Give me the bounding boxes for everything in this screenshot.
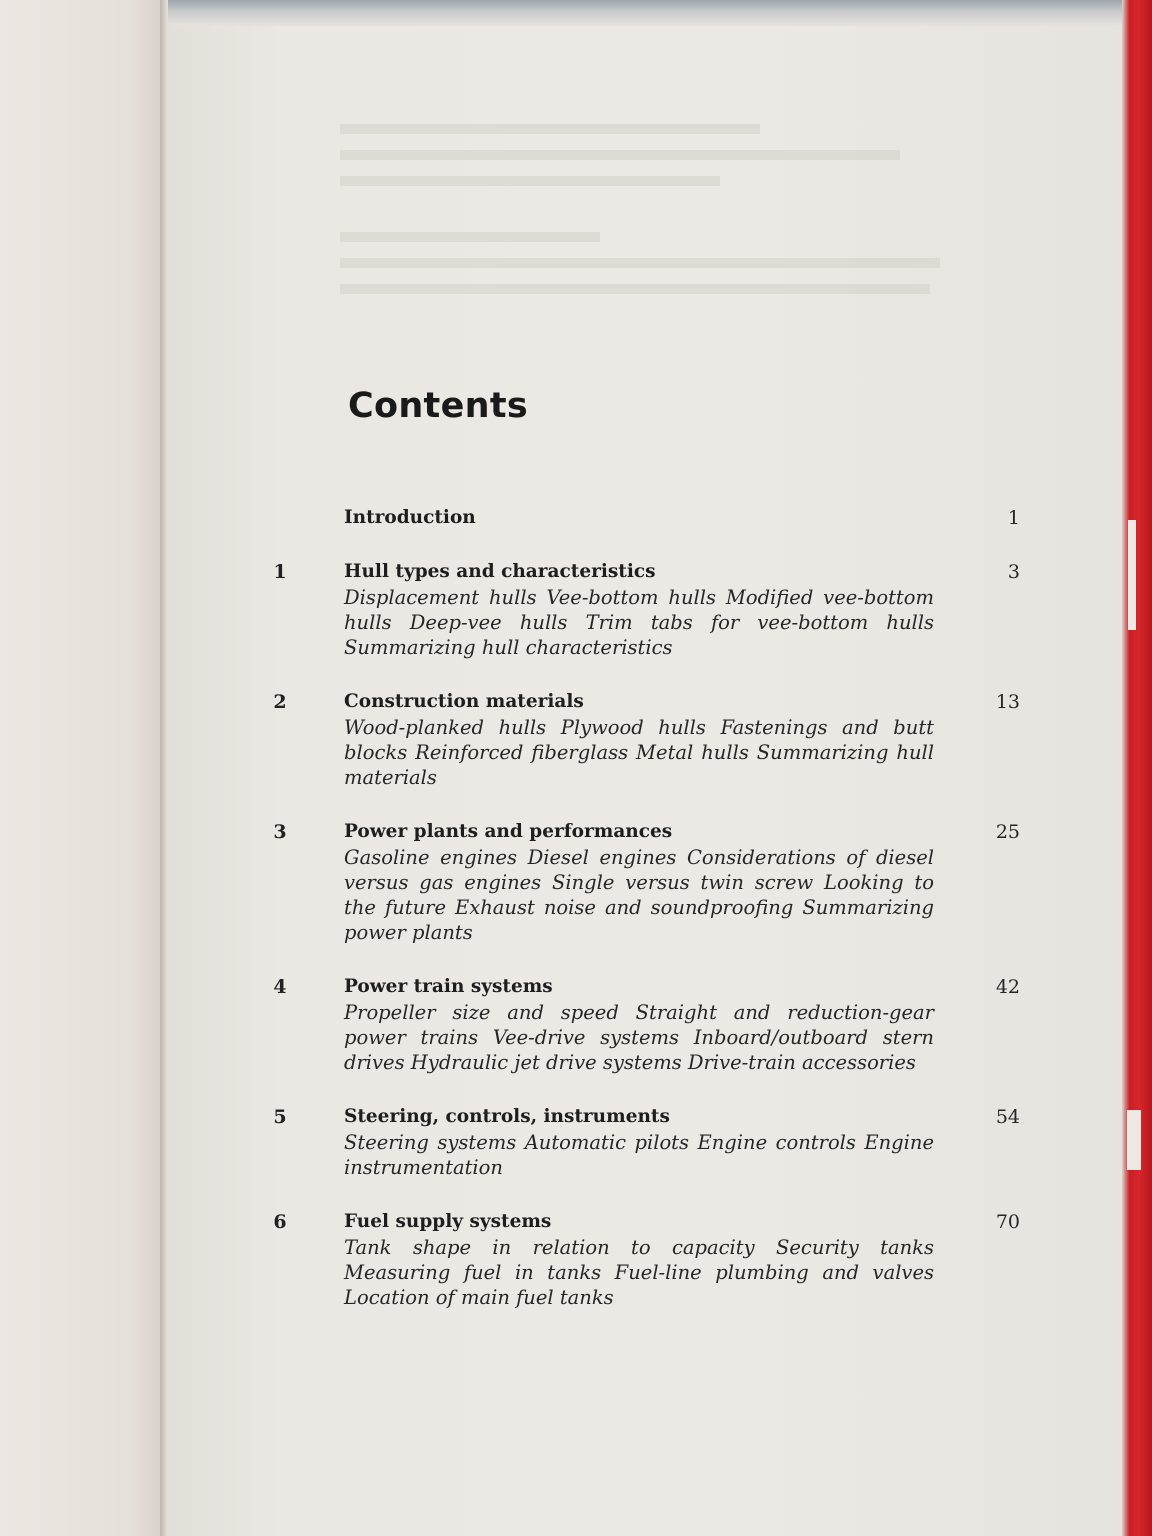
chapter-topics: Displacement hulls Vee-bottom hulls Modified vee-bottom hulls Deep-vee hulls Trim tabs for vee-bottom hulls Summarizing hull characteristics: [344, 586, 934, 659]
cover-wear: [1127, 1110, 1141, 1170]
chapter-topics: Tank shape in relation to capacity Security tanks Measuring fuel in tanks Fuel-line plumbing and valves Location of main fuel tanks: [344, 1236, 934, 1309]
chapter-topics: Gasoline engines Diesel engines Considerations of diesel versus gas engines Single versus twin screw Looking to the future Exhaust noise and soundproofing Summarizing power plants: [344, 846, 934, 944]
toc-entry-chapter-1: [240, 559, 1030, 660]
chapter-heading: Hull types and characteristics: [344, 561, 656, 582]
book-gutter: [160, 0, 168, 1536]
toc-entry-chapter-5: [240, 1104, 1030, 1180]
chapter-heading: Introduction: [344, 507, 476, 528]
toc-entry-chapter-3: [240, 819, 1030, 945]
chapter-number: 2: [273, 691, 287, 713]
chapter-number: 3: [273, 821, 287, 843]
chapter-heading: Construction materials: [344, 691, 584, 712]
chapter-number: 4: [273, 976, 287, 998]
left-page: [0, 0, 162, 1536]
toc-entry-chapter-6: [240, 1209, 1030, 1310]
toc-entry-chapter-4: [240, 974, 1030, 1075]
toc-entry-chapter-2: [240, 689, 1030, 790]
page-number: 25: [995, 821, 1020, 843]
toc-entry-introduction: [240, 505, 1030, 531]
show-through: [340, 228, 980, 318]
chapter-number: 5: [273, 1106, 287, 1128]
page-top-edge: [168, 0, 1134, 26]
chapter-heading: Power plants and performances: [344, 821, 673, 842]
chapter-heading: Steering, controls, instruments: [344, 1106, 670, 1127]
page-number: 13: [995, 691, 1020, 713]
page-number: 54: [995, 1106, 1020, 1128]
page-title: Contents: [348, 386, 528, 426]
page-number: 70: [995, 1211, 1020, 1233]
show-through: [340, 120, 980, 210]
red-cover-edge: [1122, 0, 1152, 1536]
page-number: 1: [1007, 507, 1020, 529]
page-number: 3: [1007, 561, 1020, 583]
cover-wear: [1128, 520, 1136, 630]
table-of-contents: [240, 505, 1030, 1339]
chapter-number: 1: [273, 561, 287, 583]
page-number: 42: [995, 976, 1020, 998]
chapter-heading: Fuel supply systems: [344, 1211, 552, 1232]
chapter-topics: Propeller size and speed Straight and reduction-gear power trains Vee-drive systems Inboard/outboard stern drives Hydraulic jet drive systems Drive-train accessories: [344, 1001, 934, 1074]
chapter-number: 6: [273, 1211, 287, 1233]
chapter-topics: Steering systems Automatic pilots Engine controls Engine instrumentation: [344, 1131, 934, 1179]
chapter-heading: Power train systems: [344, 976, 553, 997]
chapter-topics: Wood-planked hulls Plywood hulls Fastenings and butt blocks Reinforced fiberglass Metal hulls Summarizing hull materials: [344, 716, 934, 789]
